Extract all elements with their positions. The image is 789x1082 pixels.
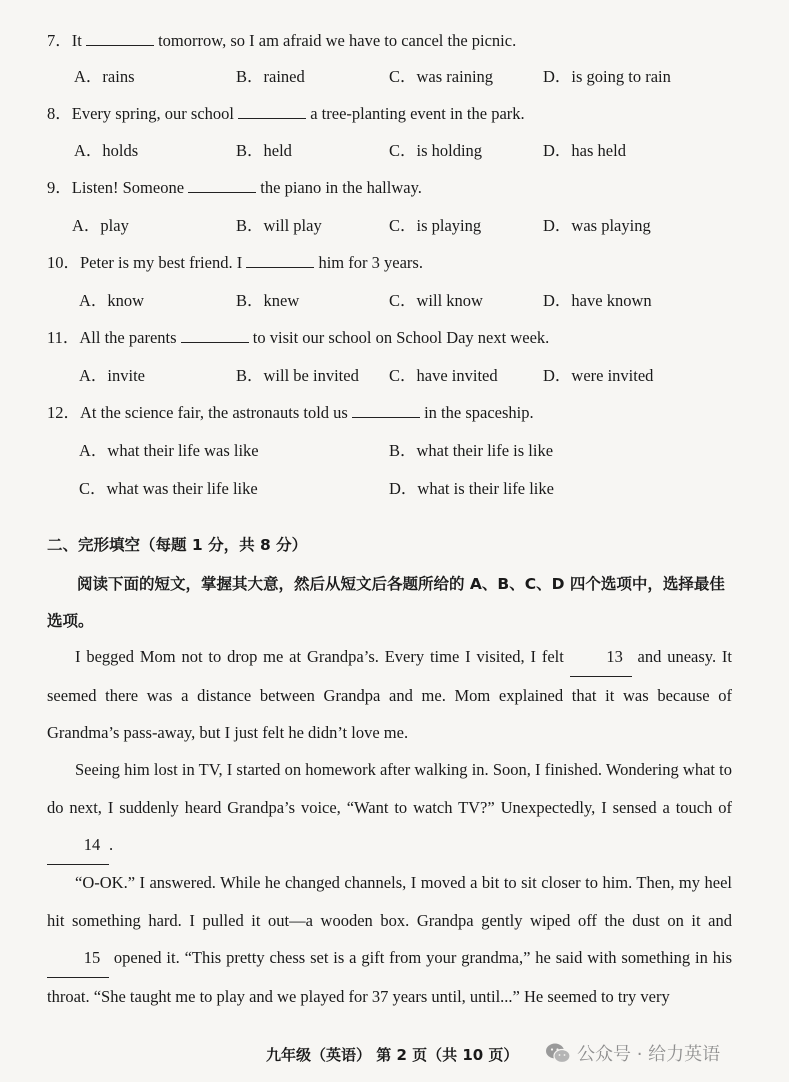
- option-b: B．will be invited: [236, 366, 359, 385]
- option-c: C．what was their life like: [79, 479, 258, 498]
- question-stem-pre: It: [71, 31, 86, 50]
- option-a: A．what their life was like: [79, 441, 259, 460]
- answer-blank: [188, 178, 256, 193]
- question-7: [47, 31, 516, 51]
- question-8: [47, 104, 525, 124]
- option-d: D．have known: [543, 291, 652, 310]
- passage-paragraph-3: [47, 864, 732, 1016]
- option-c: C．is playing: [389, 216, 482, 235]
- question-number: 7．: [47, 31, 72, 50]
- option-a: A．rains: [74, 67, 135, 86]
- option-d: D．were invited: [543, 366, 654, 385]
- answer-blank: [352, 403, 420, 418]
- blank-15: 15: [47, 939, 109, 978]
- question-9: [47, 178, 422, 198]
- question-stem-post: the piano in the hallway.: [256, 178, 422, 197]
- answer-blank: [238, 104, 306, 119]
- blank-14: 14: [47, 826, 109, 865]
- blank-13: 13: [570, 638, 632, 677]
- paragraph-text: Seeing him lost in TV, I started on homework after walking in. Soon, I finished. Wondering what to do next, I suddenly heard Grandpa’s voice, “Want to watch TV?” Unexpectedly, I sensed a touch of: [47, 760, 732, 817]
- option-b: B．knew: [236, 291, 300, 310]
- question-12: [47, 403, 534, 423]
- option-c: C．is holding: [389, 141, 483, 160]
- question-stem-post: him for 3 years.: [314, 253, 423, 272]
- answer-blank: [181, 328, 249, 343]
- question-stem-post: tomorrow, so I am afraid we have to cancel the picnic.: [153, 31, 517, 50]
- question-stem-post: to visit our school on School Day next week.: [248, 328, 550, 347]
- question-stem-pre: Listen! Someone: [71, 178, 189, 197]
- option-a: A．invite: [79, 366, 145, 385]
- question-stem-post: in the spaceship.: [419, 403, 534, 422]
- option-b: B．rained: [236, 67, 305, 86]
- answer-blank: [246, 253, 314, 268]
- wechat-icon: [545, 1042, 571, 1064]
- option-a: A．know: [79, 291, 145, 310]
- option-c: C．will know: [389, 291, 483, 310]
- option-d: D．what is their life like: [389, 479, 554, 498]
- passage-paragraph-1: [47, 638, 732, 752]
- question-number: 8．: [47, 104, 72, 123]
- option-b: B．held: [236, 141, 292, 160]
- option-a: A．holds: [74, 141, 139, 160]
- option-a: A．play: [72, 216, 129, 235]
- option-b: B．what their life is like: [389, 441, 554, 460]
- question-stem-pre: At the science fair, the astronauts told us: [80, 403, 352, 422]
- question-number: 11．: [47, 328, 80, 347]
- option-c: C．was raining: [389, 67, 494, 86]
- option-d: D．is going to rain: [543, 67, 671, 86]
- passage-paragraph-2: [47, 751, 732, 865]
- question-stem-pre: All the parents: [79, 328, 181, 347]
- section-title: 二、完形填空（每题 1 分，共 8 分）: [47, 536, 308, 554]
- watermark-text: 公众号 · 给力英语: [577, 1044, 721, 1065]
- watermark: [545, 1040, 720, 1066]
- paragraph-text: and uneasy. It seemed there was a distance between Grandpa and me. Mom explained that it was because of Grandma’s pass-away, but I just felt he didn’t love me.: [47, 647, 733, 743]
- paragraph-text: .: [109, 835, 114, 855]
- question-stem-pre: Peter is my best friend. I: [80, 253, 247, 272]
- question-11: [47, 328, 549, 348]
- option-b: B．will play: [236, 216, 322, 235]
- answer-blank: [86, 31, 154, 46]
- question-number: 9．: [47, 178, 72, 197]
- question-stem-pre: Every spring, our school: [71, 104, 239, 123]
- option-d: D．has held: [543, 141, 626, 160]
- paragraph-text: “O-OK.” I answered. While he changed channels, I moved a bit to sit closer to him. Then, my heel hit something hard. I pulled it out—a wooden box. Grandpa gently wiped off the dust on it and: [47, 873, 732, 930]
- question-number: 12．: [47, 403, 80, 422]
- paragraph-text: opened it. “This pretty chess set is a gift from your grandma,” he said with something in his throat. “She taught me to play and we played for 37 years until, until...” He seemed to try very: [47, 948, 732, 1007]
- option-d: D．was playing: [543, 216, 651, 235]
- paragraph-text: I begged Mom not to drop me at Grandpa’s. Every time I visited, I felt: [75, 647, 570, 666]
- option-c: C．have invited: [389, 366, 498, 385]
- question-10: [47, 253, 423, 273]
- page-footer: 九年级（英语） 第 2 页（共 10 页）: [266, 1046, 519, 1064]
- question-stem-post: a tree-planting event in the park.: [306, 104, 525, 123]
- section-instruction: 阅读下面的短文，掌握其大意，然后从短文后各题所给的 A、B、C、D 四个选项中，选择最佳选项。: [47, 575, 725, 630]
- question-number: 10．: [47, 253, 80, 272]
